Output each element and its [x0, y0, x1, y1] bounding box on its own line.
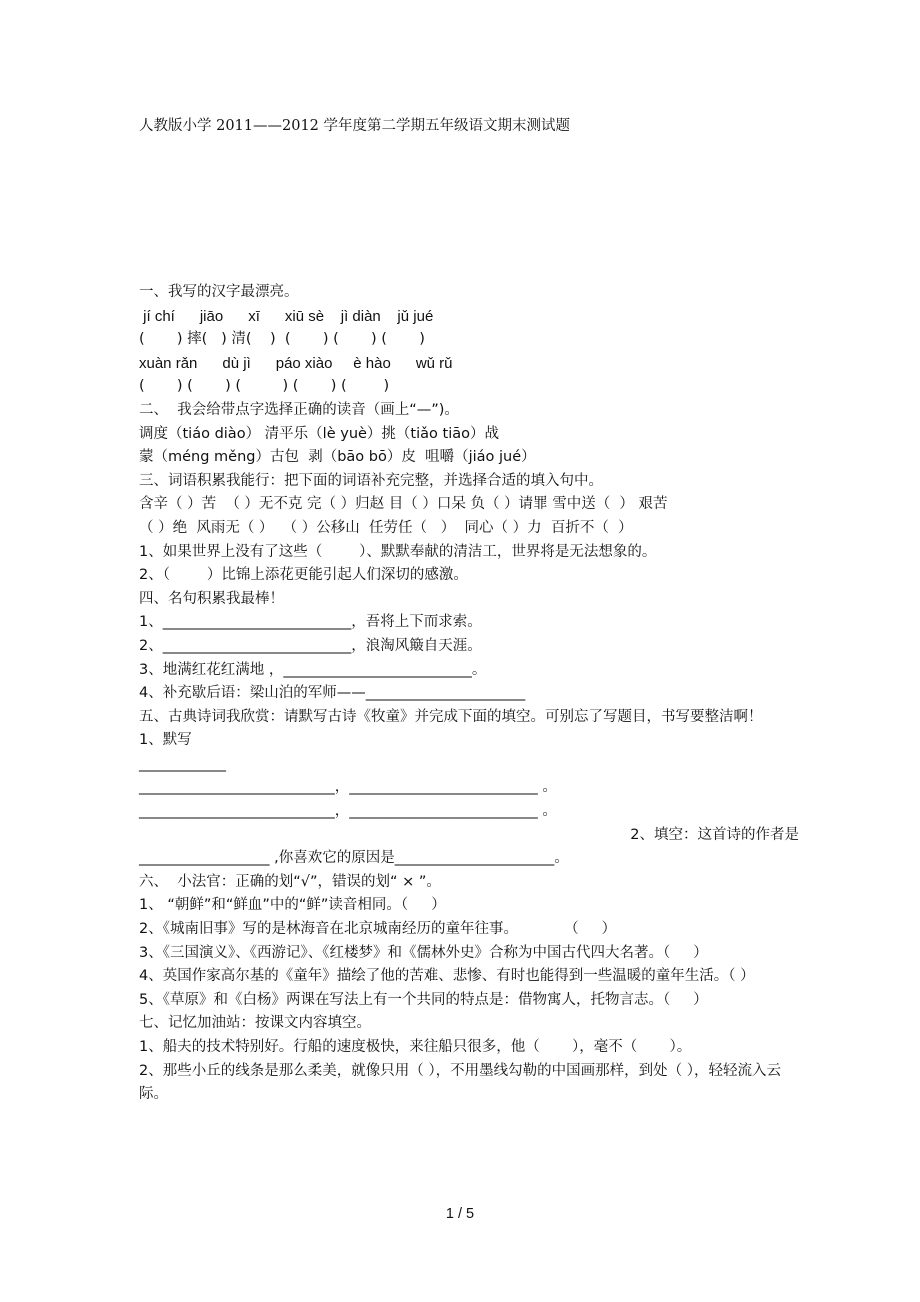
text-line: 五、古典诗词我欣赏：请默写古诗《牧童》并完成下面的填空。可别忘了写题目，书写要整洁啊！ [139, 708, 763, 725]
text-line: 四、名句积累我最棒！ [139, 590, 284, 607]
text-line: 2、填空：这首诗的作者是 [630, 826, 799, 843]
text-line: 1、 “朝鲜”和“鲜血”中的“鲜”读音相同。（ ） [139, 897, 446, 914]
text-line: ___________________________，__________________________ 。 [139, 803, 557, 820]
text-line: 1、__________________________，吾将上下而求索。 [139, 614, 482, 631]
page-title: 人教版小学 2011——2012 学年度第二学期五年级语文期末测试题 [139, 118, 571, 134]
text-line: __________________ ,你喜欢它的原因是______________________。 [139, 850, 569, 867]
text-line: 2、__________________________，浪淘风簸自天涯。 [139, 637, 482, 654]
text-line: 含辛（ ）苦 （ ）无不克 完（ ）归赵 目（ ）口呆 负（ ）请罪 雪中送（ ） 艰苦 [139, 496, 668, 513]
text-line: 三、词语积累我能行：把下面的词语补充完整，并选择合适的填入句中。 [139, 472, 603, 489]
text-line: ___________________________，__________________________ 。 [139, 779, 557, 796]
text-line: 1、船夫的技术特别好。行船的速度极快，来往船只很多，他（ ），毫不（ ）。 [139, 1039, 692, 1055]
document-body [139, 281, 799, 1107]
text-line: ( ) ( ) ( ) ( ) ( ) [139, 378, 390, 395]
text-line: 2、（ ）比锦上添花更能引起人们深切的感激。 [139, 567, 468, 584]
text-line: 蒙（méng měng）古包 剥（bāo bō）皮 咀嚼（jiáo jué） [139, 449, 536, 466]
text-line: 3、《三国演义》、《西游记》、《红楼梦》和《儒林外史》合称为中国古代四大名著。（ ） [139, 944, 708, 961]
text-line: 一、我写的汉字最漂亮。 [139, 284, 299, 300]
text-line: 七、记忆加油站：按课文内容填空。 [139, 1015, 371, 1032]
text-line: 5、《草原》和《白杨》两课在写法上有一个共同的特点是：借物寓人，托物言志。（ ） [139, 991, 708, 1008]
text-line: ____________ [139, 755, 226, 772]
text-line: 4、补充歇后语：梁山泊的军师——______________________ [139, 685, 526, 702]
text-line: 六、 小法官：正确的划“√”，错误的划“ × ”。 [139, 873, 441, 890]
page-indicator: 1 / 5 [445, 1206, 475, 1222]
text-line: 2、那些小丘的线条是那么柔美，就像只用（ ），不用墨线勾勒的中国画那样，到处（ ），轻轻流入云际。 [139, 1062, 781, 1103]
text-line: 二、 我会给带点字选择正确的读音（画上“—”)。 [139, 401, 459, 418]
text-line: 2、《城南旧事》写的是林海音在北京城南经历的童年往事。 （ ） [139, 921, 617, 938]
text-line: 1、如果世界上没有了这些（ ）、默默奉献的清洁工，世界将是无法想象的。 [139, 543, 657, 560]
text-line: 3、地满红花红满地 ，__________________________。 [139, 661, 487, 678]
text-line: 1、默写 [139, 732, 192, 749]
text-line: （ ）绝 风雨无（ ） （ ）公移山 任劳任（ ） 同心（ ）力 百折不（ ） [139, 519, 633, 536]
text-line: ( ) 摔( ) 清( ) ( ) ( ) ( ) [139, 331, 425, 348]
text-line: xuàn rǎn dù jì páo xiào è hào wǔ rǔ [139, 354, 453, 372]
text-line: 调度（tiáo diào） 清平乐（lè yuè）挑（tiǎo tiāo）战 [139, 425, 499, 442]
text-line: jí chí jiāo xī xiū sè jì diàn jǔ jué [139, 307, 434, 325]
text-line: 4、英国作家高尔基的《童年》描绘了他的苦难、悲惨、有时也能得到一些温暖的童年生活。（ ） [139, 968, 755, 985]
